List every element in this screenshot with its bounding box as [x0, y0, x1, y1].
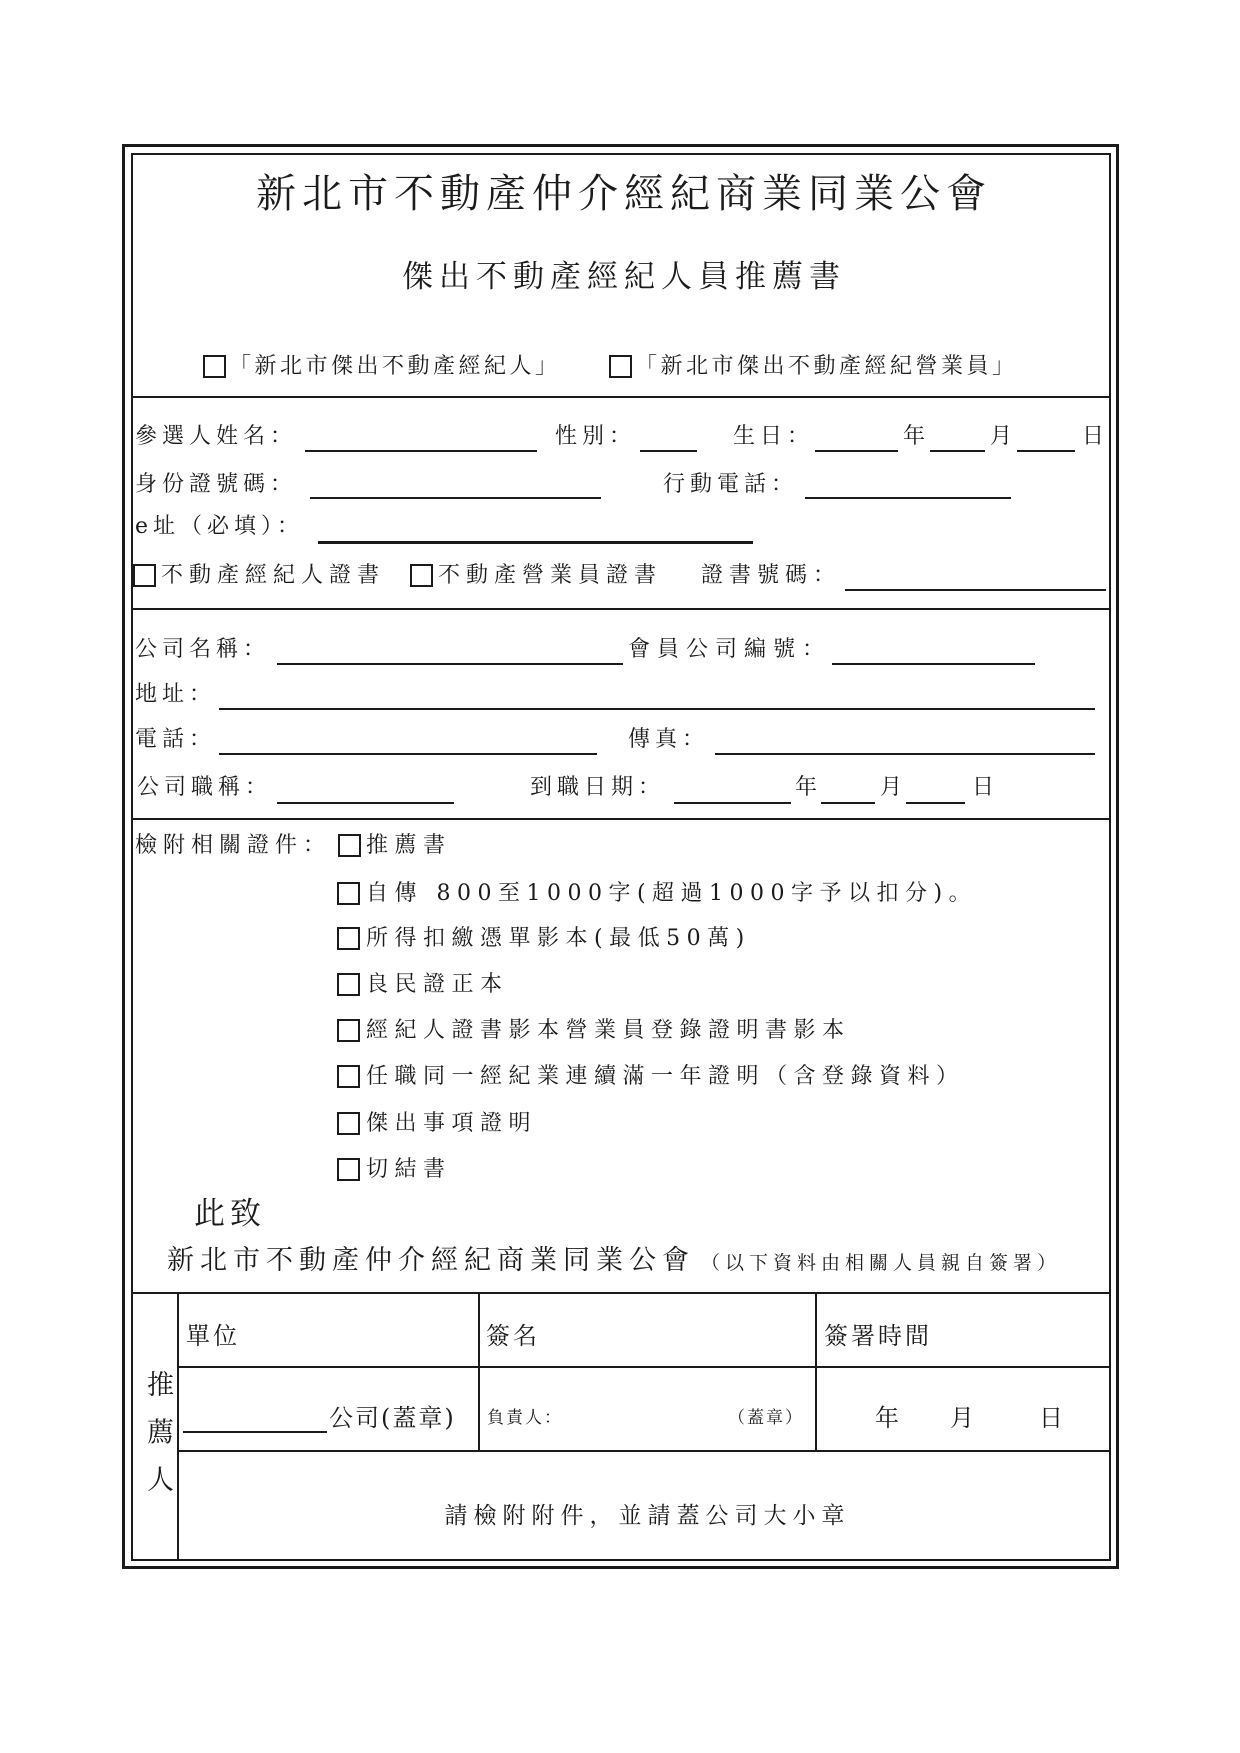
member-company-number-label: 會員公司編號： — [628, 637, 832, 662]
award-outstanding-agent-label: 「新北市傑出不動產經紀營業員」 — [635, 354, 1018, 379]
email-label: e址（必填）： — [135, 514, 305, 539]
recipient-name: 新北市不動產仲介經紀商業同業公會 — [167, 1245, 695, 1276]
attachment-checkbox[interactable] — [337, 1065, 360, 1088]
gender-label: 性別： — [555, 424, 637, 449]
birthday-label: 生日： — [733, 424, 815, 449]
signer-seal-label: （蓋章） — [728, 1408, 804, 1428]
sign-date-day-unit: 日 — [1039, 1404, 1066, 1432]
attachment-item: 推薦書 — [366, 833, 452, 858]
birthday-month-field[interactable] — [930, 450, 985, 452]
broker-certificate-checkbox[interactable] — [133, 564, 156, 587]
table-header-sign-date: 簽署時間 — [824, 1322, 932, 1350]
attachment-checkbox[interactable] — [337, 927, 360, 950]
attachment-item: 經紀人證書影本營業員登錄證明書影本 — [366, 1018, 851, 1043]
company-seal-label: 公司(蓋章) — [329, 1404, 456, 1432]
birthday-year-unit: 年 — [903, 424, 931, 449]
attachment-reminder: 請檢附附件，並請蓋公司大小章 — [444, 1503, 851, 1529]
table-column-divider — [815, 1293, 817, 1451]
table-column-divider — [478, 1293, 480, 1451]
broker-certificate-label: 不動產經紀人證書 — [161, 563, 386, 588]
company-name-field[interactable] — [277, 663, 623, 665]
member-company-number-field[interactable] — [832, 663, 1035, 665]
start-date-month-unit: 月 — [880, 775, 908, 800]
section-divider — [131, 608, 1111, 610]
address-label: 地址： — [135, 682, 217, 707]
attachment-item: 所得扣繳憑單影本(最低50萬) — [366, 926, 751, 951]
section-divider — [131, 396, 1111, 398]
id-number-label: 身份證號碼： — [135, 472, 298, 497]
sign-date-year-unit: 年 — [875, 1404, 902, 1432]
agent-certificate-checkbox[interactable] — [410, 564, 433, 587]
start-date-month-field[interactable] — [821, 802, 875, 804]
attachment-item: 良民證正本 — [366, 972, 509, 997]
attachment-checkbox[interactable] — [337, 973, 360, 996]
address-field[interactable] — [219, 708, 1095, 710]
certificate-number-label: 證書號碼： — [701, 563, 842, 588]
table-header-signature: 簽名 — [486, 1322, 540, 1350]
job-title-label: 公司職稱： — [137, 775, 273, 800]
attachment-item: 自傳 800至1000字(超過1000字予以扣分)。 — [366, 881, 978, 906]
attachment-checkbox[interactable] — [337, 1019, 360, 1042]
attachment-checkbox[interactable] — [338, 834, 361, 857]
mobile-field[interactable] — [805, 497, 1011, 499]
attachment-checkbox[interactable] — [337, 1158, 360, 1181]
phone-label: 電話： — [135, 727, 217, 752]
attachment-item: 切結書 — [366, 1157, 452, 1182]
table-row-divider — [178, 1366, 1111, 1368]
attachment-item: 傑出事項證明 — [366, 1111, 538, 1136]
table-row-divider — [178, 1450, 1111, 1452]
award-outstanding-agent-checkbox[interactable] — [609, 355, 632, 378]
phone-field[interactable] — [219, 753, 597, 755]
start-date-year-field[interactable] — [674, 802, 791, 804]
fax-label: 傳真： — [628, 727, 710, 752]
company-name-label: 公司名稱： — [135, 637, 271, 662]
signature-note: （以下資料由相關人員親自簽署） — [701, 1252, 1062, 1274]
attachment-checkbox[interactable] — [337, 1112, 360, 1135]
candidate-name-field[interactable] — [305, 450, 537, 452]
certificate-number-field[interactable] — [845, 589, 1106, 591]
birthday-day-field[interactable] — [1017, 450, 1075, 452]
recommender-side-label: 推薦人 — [142, 1370, 173, 1513]
signer-label: 負責人： — [487, 1408, 563, 1428]
attachment-item: 任職同一經紀業連續滿一年證明（含登錄資料） — [366, 1064, 965, 1089]
section-divider — [131, 1292, 1111, 1294]
recommender-company-field[interactable] — [183, 1431, 327, 1433]
gender-field[interactable] — [640, 450, 697, 452]
award-outstanding-broker-label: 「新北市傑出不動產經紀人」 — [229, 354, 561, 379]
birthday-month-unit: 月 — [990, 424, 1018, 449]
id-number-field[interactable] — [310, 497, 601, 499]
mobile-label: 行動電話： — [663, 472, 799, 497]
association-title: 新北市不動產仲介經紀商業同業公會 — [256, 171, 992, 217]
form-title: 傑出不動產經紀人員推薦書 — [402, 259, 846, 295]
attachments-label: 檢附相關證件： — [135, 833, 332, 858]
email-field[interactable] — [318, 541, 753, 544]
birthday-day-unit: 日 — [1082, 424, 1110, 449]
start-date-label: 到職日期： — [530, 775, 666, 800]
start-date-day-unit: 日 — [972, 775, 1000, 800]
award-outstanding-broker-checkbox[interactable] — [203, 355, 226, 378]
agent-certificate-label: 不動產營業員證書 — [438, 563, 663, 588]
section-divider — [131, 818, 1111, 820]
candidate-name-label: 參選人姓名： — [135, 424, 298, 449]
attachment-checkbox[interactable] — [337, 882, 360, 905]
fax-field[interactable] — [715, 753, 1095, 755]
salutation: 此致 — [194, 1196, 266, 1232]
start-date-year-unit: 年 — [795, 775, 823, 800]
table-header-unit: 單位 — [186, 1322, 240, 1350]
birthday-year-field[interactable] — [815, 450, 898, 452]
job-title-field[interactable] — [277, 802, 454, 804]
start-date-day-field[interactable] — [906, 802, 965, 804]
sign-date-month-unit: 月 — [950, 1404, 977, 1432]
